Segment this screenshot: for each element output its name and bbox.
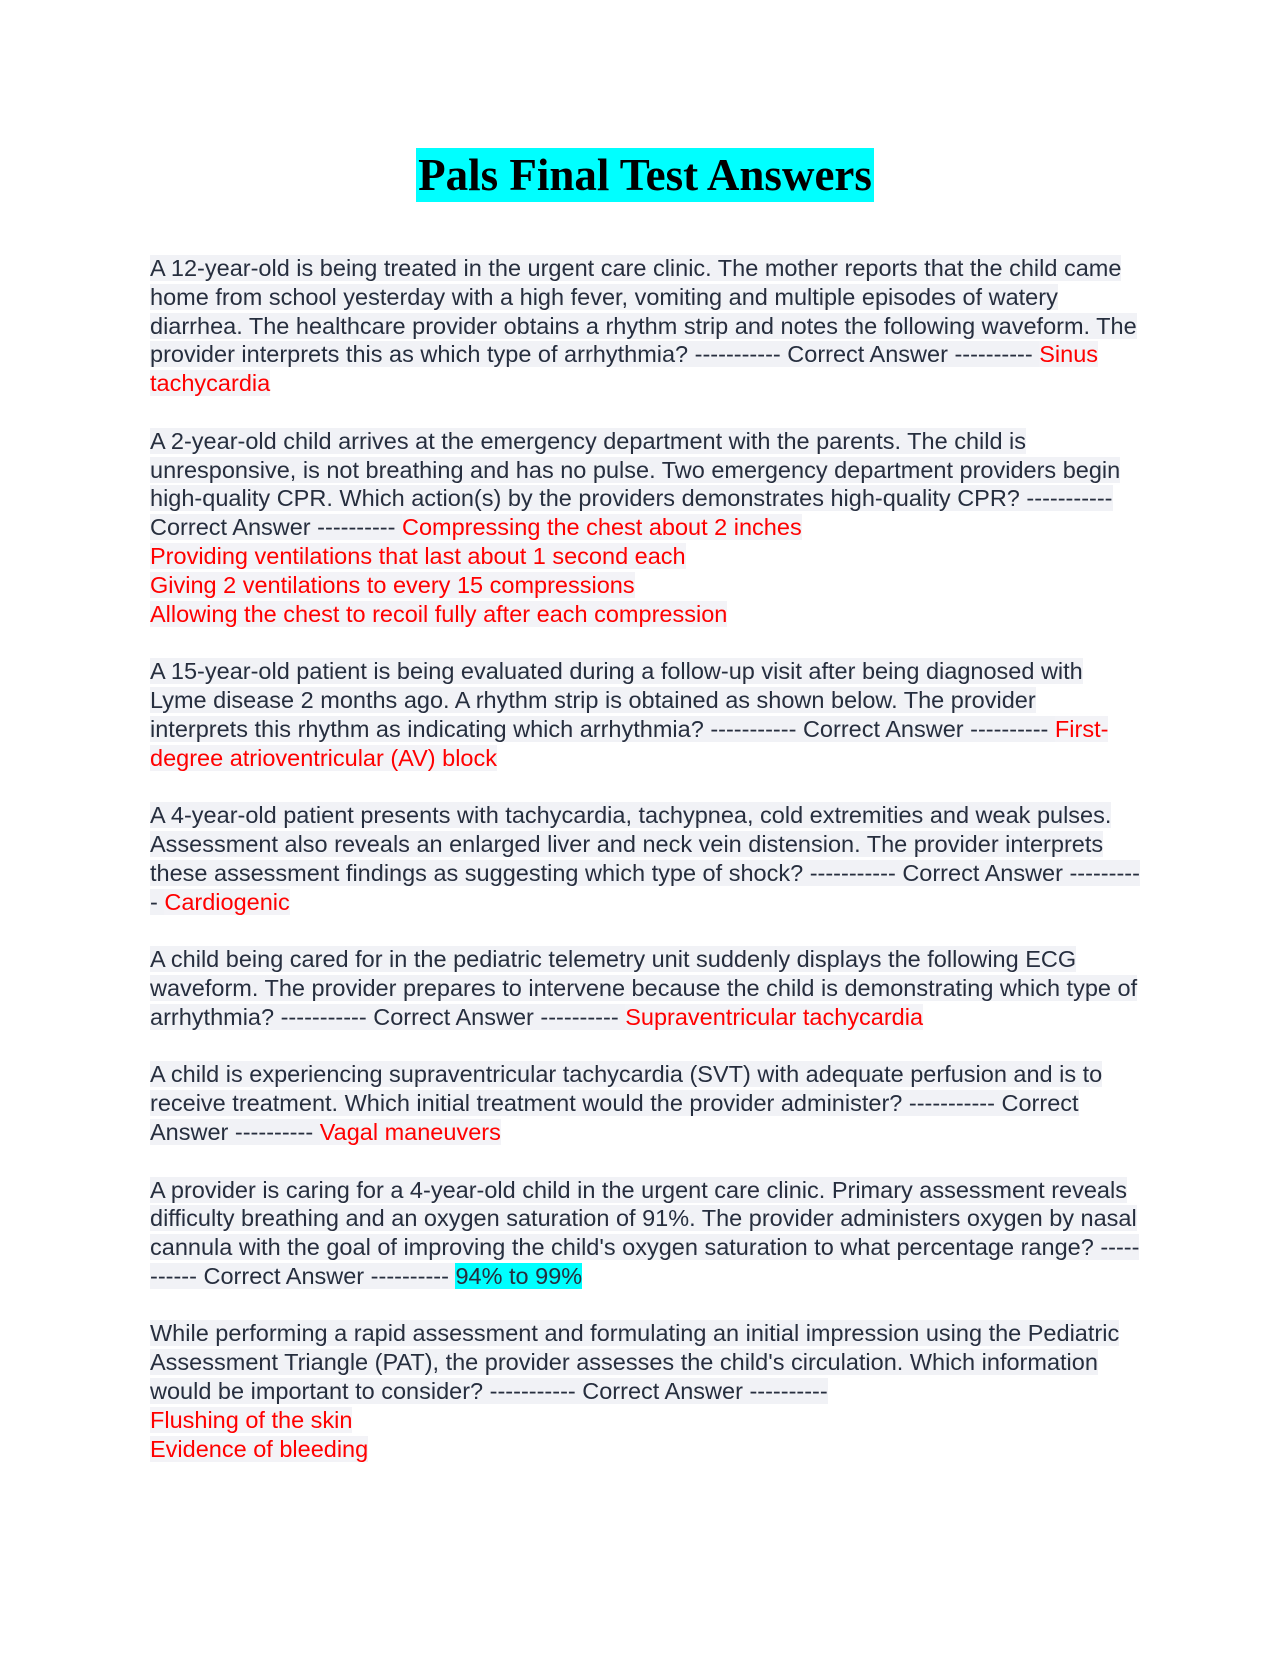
correct-answer-label: Correct Answer bbox=[582, 1378, 743, 1405]
answer-text: First-degree atrioventricular (AV) block bbox=[150, 715, 1109, 771]
question-text: While performing a rapid assessment and formulating an initial impression using the Pediatric Assessment Triangle (PAT), the provider assesses the child's circulation. Which information would be important to consider? bbox=[150, 1320, 1120, 1405]
question-text: A child is experiencing supraventricular tachycardia (SVT) with adequate perfusion and is to receive treatment. Which initial treatment would the provider administer? bbox=[150, 1061, 1103, 1117]
answer-text: Vagal maneuvers bbox=[319, 1118, 501, 1145]
question-text: A 4-year-old patient presents with tachycardia, tachypnea, cold extremities and weak pulses. Assessment also reveals an enlarged liver and neck vein distension. The provider interprets these assessment findings as suggesting which type of shock? bbox=[150, 802, 1112, 886]
correct-answer-label: Correct Answer bbox=[802, 715, 964, 742]
separator: ----------- bbox=[280, 1003, 367, 1030]
qa-item bbox=[150, 427, 1140, 629]
answer-text: Flushing of the skin bbox=[150, 1406, 353, 1433]
page-title: Pals Final Test Answers bbox=[418, 150, 872, 200]
separator: ---------- bbox=[234, 1118, 314, 1145]
qa-item bbox=[150, 1060, 1140, 1146]
separator: ----------- bbox=[809, 859, 896, 886]
answer-text: Giving 2 ventilations to every 15 compressions bbox=[150, 571, 635, 598]
answer-text: Compressing the chest about 2 inches bbox=[401, 514, 802, 541]
question-text: A 12-year-old is being treated in the urgent care clinic. The mother reports that the child came home from school yesterday with a high fever, vomiting and multiple episodes of watery diarrhea. The healthcare provider obtains a rhythm strip and notes the following waveform. The provider interprets this as which type of arrhythmia? bbox=[150, 255, 1137, 368]
question-text: A 2-year-old child arrives at the emergency department with the parents. The child is unresponsive, is not breathing and has no pulse. Two emergency department providers begin high-quality CPR. Which action(s) by the providers demonstrates high-quality CPR? bbox=[150, 427, 1121, 512]
separator: ---------- bbox=[540, 1003, 619, 1030]
answer-text: Providing ventilations that last about 1 second each bbox=[150, 542, 686, 569]
question-text: A child being cared for in the pediatric telemetry unit suddenly displays the following ECG waveform. The provider prepares to intervene because the child is demonstrating which type of arrhythmia? bbox=[150, 946, 1138, 1030]
separator: ---------- bbox=[150, 859, 1140, 915]
correct-answer-label: Correct Answer bbox=[150, 514, 311, 541]
qa-item bbox=[150, 801, 1140, 916]
title-wrap bbox=[0, 148, 1280, 202]
separator: ----------- bbox=[908, 1090, 995, 1117]
highlighted-answer-text: 94% to 99% bbox=[455, 1262, 583, 1289]
correct-answer-label: Correct Answer bbox=[373, 1003, 534, 1030]
qa-list bbox=[150, 254, 1140, 1492]
answer-text: Evidence of bleeding bbox=[150, 1435, 369, 1462]
separator: ----------- bbox=[1026, 485, 1113, 512]
qa-item bbox=[150, 945, 1140, 1031]
correct-answer-label: Correct Answer bbox=[203, 1262, 365, 1289]
correct-answer-label: Correct Answer bbox=[902, 859, 1063, 886]
question-text: A provider is caring for a 4-year-old child in the urgent care clinic. Primary assessment reveals difficulty breathing and an oxygen saturation of 91%. The provider administers oxygen by nasal cannula with the goal of improving the child's oxygen saturation to what percentage range? bbox=[150, 1176, 1137, 1261]
answer-text: Sinus tachycardia bbox=[150, 341, 1099, 397]
qa-item bbox=[150, 1176, 1140, 1291]
separator: ----------- bbox=[489, 1378, 576, 1405]
answer-text: Allowing the chest to recoil fully after each compression bbox=[150, 600, 728, 627]
correct-answer-label: Correct Answer bbox=[787, 341, 948, 368]
separator: ----------- bbox=[150, 1234, 1140, 1289]
answer-text: Supraventricular tachycardia bbox=[625, 1003, 924, 1030]
separator: ---------- bbox=[749, 1378, 828, 1405]
separator: ---------- bbox=[370, 1262, 449, 1289]
correct-answer-label: Correct Answer bbox=[150, 1090, 1079, 1145]
qa-item bbox=[150, 657, 1140, 772]
separator: ---------- bbox=[970, 715, 1049, 742]
answer-text: Cardiogenic bbox=[164, 888, 290, 915]
qa-item bbox=[150, 254, 1140, 398]
separator: ----------- bbox=[710, 715, 797, 742]
separator: ----------- bbox=[694, 341, 781, 368]
qa-item bbox=[150, 1319, 1140, 1463]
separator: ---------- bbox=[317, 514, 396, 541]
question-text: A 15-year-old patient is being evaluated during a follow-up visit after being diagnosed with Lyme disease 2 months ago. A rhythm strip is obtained as shown below. The provider interprets this rhythm as indicating which arrhythmia? bbox=[150, 658, 1083, 742]
separator: ---------- bbox=[954, 341, 1033, 368]
